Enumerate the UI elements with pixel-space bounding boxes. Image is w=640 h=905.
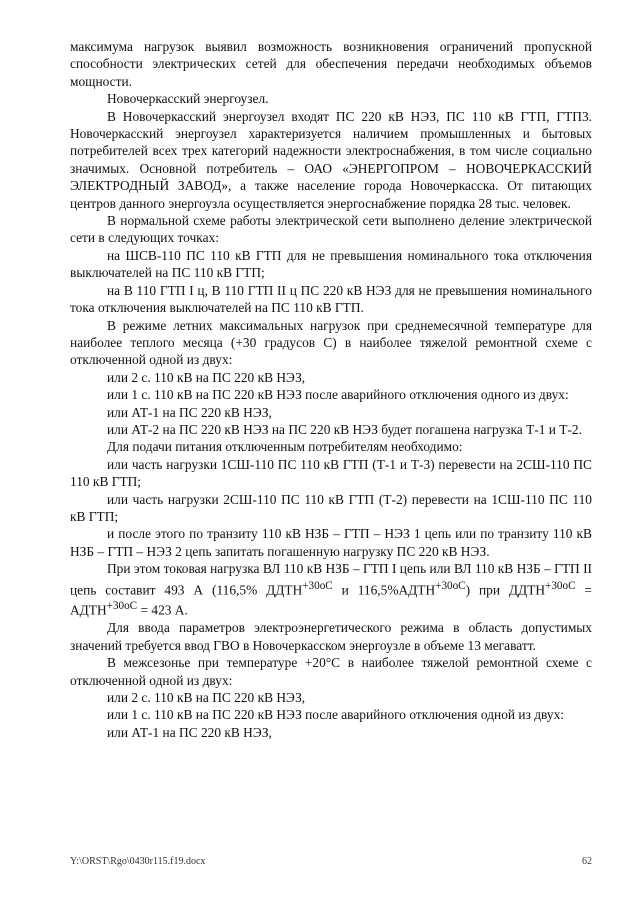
paragraph: В режиме летних максимальных нагрузок при среднемесячной температуре для наиболее теплого месяца (+30 градусов С) в наиболее тяжелой ремонтной схеме с отключенной одной из двух: <box>70 317 592 368</box>
section-heading: Новочеркасский энергоузел. <box>107 91 269 107</box>
paragraph: или АТ-1 на ПС 220 кВ НЭЗ, <box>107 724 272 740</box>
footer-file-path: Y:\ORST\Rgo\0430r115.f19.docx <box>70 856 206 867</box>
superscript: +30оС <box>545 579 576 592</box>
paragraph: или часть нагрузки 2СШ-110 ПС 110 кВ ГТП (Т-2) перевести на 1СШ-110 ПС 110 кВ ГТП; <box>70 491 592 524</box>
paragraph: Для ввода параметров электроэнергетического режима в область допустимых значений требуется ввод ГВО в Новочеркасском энергоузле в объеме 13 мегаватт. <box>70 620 592 653</box>
paragraph: В Новочеркасский энергоузел входят ПС 220 кВ НЭЗ, ПС 110 кВ ГТП, ГТП3. Новочеркасский энергоузел характеризуется наличием промышленных и бытовых потребителей всех трех категорий надежности электроснабжения, в том числе социально значимых. Основной потребитель – ОАО «ЭНЕРГОПРОМ – НОВОЧЕРКАССКИЙ ЭЛЕКТРОДНЫЙ ЗАВОД», а также население города Новочеркасска. От питающих центров данного энергоузла осуществляется энергоснабжение порядка 28 тыс. человек. <box>70 108 592 211</box>
paragraph-text: ) при ДДТН <box>465 582 546 598</box>
paragraph: и после этого по транзиту 110 кВ НЗБ – ГТП – НЭЗ 1 цепь или по транзиту 110 кВ НЗБ – ГТП – НЭЗ 2 цепь запитать погашенную нагрузку ПС 220 кВ НЭЗ. <box>70 526 592 559</box>
superscript: +30оС <box>302 579 333 592</box>
paragraph: или 1 с. 110 кВ на ПС 220 кВ НЭЗ после аварийного отключения одного из двух: <box>107 387 569 403</box>
paragraph: на В 110 ГТП I ц, В 110 ГТП II ц ПС 220 кВ НЭЗ для не превышения номинального тока отключения выключателей на ПС 110 кВ ГТП. <box>70 282 592 316</box>
superscript: +30оС <box>435 579 466 592</box>
paragraph: максимума нагрузок выявил возможность возникновения ограничений пропускной способности электрических сетей для обеспечения передачи необходимых объемов мощности. <box>70 39 592 89</box>
paragraph: Для подачи питания отключенным потребителям необходимо: <box>107 439 463 455</box>
paragraph: или 1 с. 110 кВ на ПС 220 кВ НЭЗ после аварийного отключения одной из двух: <box>107 707 565 723</box>
body-text <box>70 38 592 741</box>
paragraph: или АТ-1 на ПС 220 кВ НЭЗ, <box>107 404 272 420</box>
page-number: 62 <box>582 856 592 867</box>
paragraph: или АТ-2 на ПС 220 кВ НЭЗ на ПС 220 кВ НЭЗ будет погашена нагрузка Т-1 и Т-2. <box>107 421 582 437</box>
paragraph: или часть нагрузки 1СШ-110 ПС 110 кВ ГТП (Т-1 и Т-3) перевести на 2СШ-110 ПС 110 кВ ГТП; <box>70 456 592 490</box>
paragraph: на ШСВ-110 ПС 110 кВ ГТП для не превышения номинального тока отключения выключателей на ПС 110 кВ ГТП; <box>70 247 592 281</box>
paragraph: В межсезонье при температуре +20°С в наиболее тяжелой ремонтной схеме с отключенной одной из двух: <box>70 655 592 688</box>
paragraph: или 2 с. 110 кВ на ПС 220 кВ НЭЗ, <box>107 689 306 705</box>
paragraph-text: = 423 А. <box>137 602 188 618</box>
paragraph: В нормальной схеме работы электрической сети выполнено деление электрической сети в следующих точках: <box>70 213 592 246</box>
paragraph-text: = АДТН <box>70 582 592 618</box>
paragraph: или 2 с. 110 кВ на ПС 220 кВ НЭЗ, <box>107 369 306 385</box>
paragraph-text: и 116,5%АДТН <box>332 582 436 598</box>
superscript: +30оС <box>106 600 138 613</box>
current-load-paragraph <box>70 560 592 619</box>
paragraph-text: При этом токовая нагрузка ВЛ 110 кВ НЗБ – ГТП I цепь или ВЛ 110 кВ НЗБ – ГТП II цепь составит 493 А (116,5% ДДТН <box>70 561 592 598</box>
